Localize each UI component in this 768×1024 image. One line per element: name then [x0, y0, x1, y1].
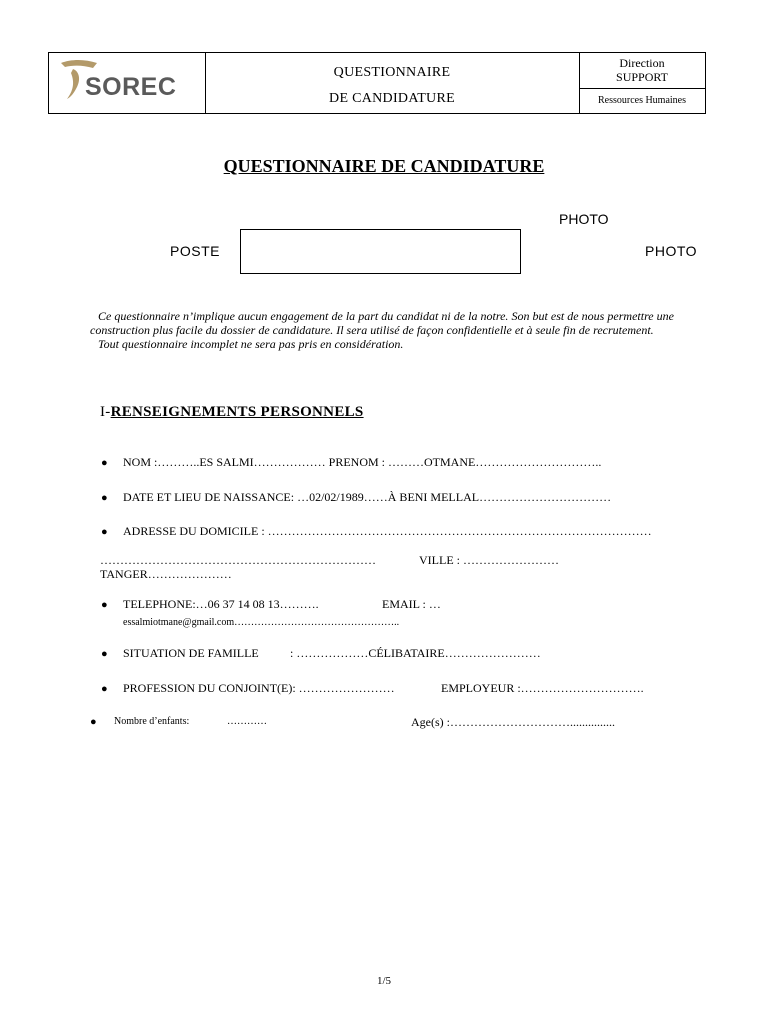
poste-label: POSTE	[170, 243, 220, 259]
direction-line2: SUPPORT	[616, 70, 668, 84]
direction-cell	[579, 53, 705, 89]
bullet-icon: ●	[101, 648, 108, 660]
email-field[interactable]: essalmiotmane@gmail.com…………………………………………..	[123, 617, 400, 628]
page-title-text: QUESTIONNAIRE DE CANDIDATURE	[223, 156, 545, 176]
profession-conjoint-field[interactable]: PROFESSION DU CONJOINT(E): ……………………	[123, 681, 395, 695]
situation-field[interactable]: : ………………CÉLIBATAIRE……………………	[290, 646, 541, 660]
bullet-icon: ●	[101, 599, 108, 611]
nom-prenom-field[interactable]: NOM :………..ES SALMI……………… PRENOM : ………OTMANE…………………………..	[123, 455, 602, 469]
logo-text: SOREC	[85, 73, 177, 101]
section-prefix: I-	[100, 404, 111, 420]
adresse-continuation[interactable]: ……………………………………………………………	[100, 553, 376, 567]
intro-text	[90, 309, 674, 351]
email-label: EMAIL : …	[382, 597, 441, 611]
bullet-icon: ●	[101, 526, 108, 538]
photo-label-right: PHOTO	[645, 243, 698, 259]
bullet-icon: ●	[90, 716, 97, 728]
adresse-field[interactable]: ADRESSE DU DOMICILE : ……………………………………………………………………………………	[123, 524, 652, 538]
header-title-cell	[205, 53, 580, 113]
intro-paragraph-1: Ce questionnaire n’implique aucun engagement de la part du candidat ni de la notre. Son but est de nous permettre une construction plus facile du dossier de candidature. Il sera utilisé de façon confidentielle et à seule fin de recrutement.	[90, 309, 674, 337]
employeur-field[interactable]: EMPLOYEUR :………………………….	[441, 681, 644, 695]
photo-label-top: PHOTO	[559, 211, 609, 227]
ville-field[interactable]: VILLE : ……………………	[419, 553, 559, 567]
intro-paragraph-2: Tout questionnaire incomplet ne sera pas pris en considération.	[98, 337, 404, 351]
page-number: 1/5	[376, 975, 392, 987]
ages-field[interactable]: Age(s) :…………………………...............	[411, 715, 615, 729]
department-cell: Ressources Humaines	[597, 95, 687, 106]
enfants-field[interactable]: …………	[227, 716, 267, 727]
header-title-line1: QUESTIONNAIRE	[333, 65, 451, 80]
ville-value[interactable]: TANGER…………………	[100, 567, 232, 581]
document-header	[48, 52, 706, 114]
telephone-field[interactable]: TELEPHONE:…06 37 14 08 13……….	[123, 597, 319, 611]
bullet-icon: ●	[101, 683, 108, 695]
naissance-field[interactable]: DATE ET LIEU DE NAISSANCE: …02/02/1989……À BENI MELLAL……………………………	[123, 490, 612, 504]
situation-label: SITUATION DE FAMILLE	[123, 646, 259, 660]
section-title	[100, 404, 364, 421]
enfants-label: Nombre d’enfants:	[114, 716, 190, 727]
bullet-icon: ●	[101, 492, 108, 504]
page-title	[0, 156, 768, 177]
poste-input-box[interactable]	[240, 229, 521, 274]
logo-cell	[49, 53, 206, 113]
bullet-icon: ●	[101, 457, 108, 469]
direction-line1: Direction	[619, 56, 665, 70]
section-title-text: RENSEIGNEMENTS PERSONNELS	[110, 404, 364, 420]
header-title-line2: DE CANDIDATURE	[329, 91, 455, 106]
